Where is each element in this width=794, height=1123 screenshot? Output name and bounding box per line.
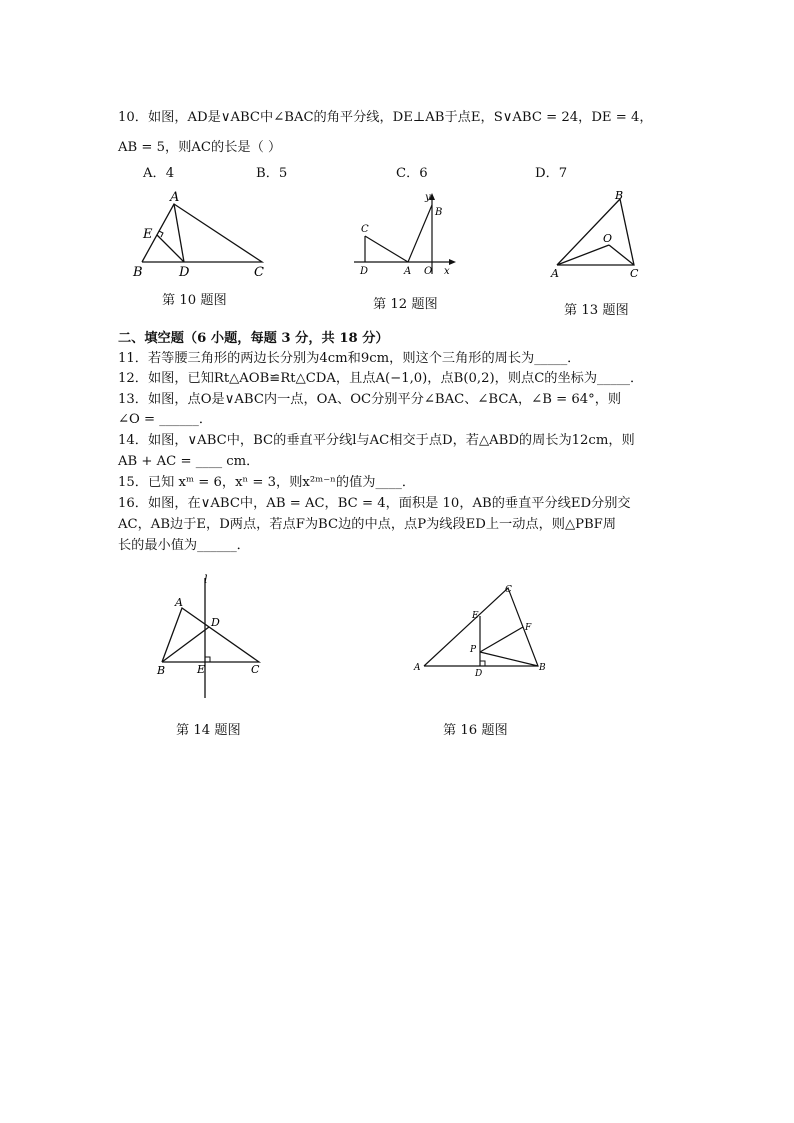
caption-fig10: 第 10 题图 [162, 293, 227, 308]
fig12-label-a: A [404, 266, 412, 277]
fig12-label-y: y [425, 192, 431, 203]
figure-14 [150, 570, 270, 700]
q15-text: 15．已知 xᵐ = 6，xⁿ = 3，则x²ᵐ⁻ⁿ的值为____． [118, 475, 416, 490]
fig13-label-a: A [551, 267, 559, 280]
fig13-segment-ao [557, 245, 609, 265]
q12-text: 12．如图，已知Rt△AOB≌Rt△CDA，且点A(−1,0)，点B(0,2)，则点C的坐标为_____． [118, 371, 644, 386]
q10-option-c: C．6 [396, 166, 428, 181]
q16-text-line3: 长的最小值为______． [118, 538, 250, 553]
fig14-label-l: l [204, 573, 208, 586]
fig16-right-angle-mark [480, 661, 485, 666]
fig12-label-o: O [424, 266, 433, 277]
fig10-triangle-abc [142, 204, 262, 262]
fig12-x-arrow [449, 259, 456, 265]
q10-stem-line1: 10．如图，AD是∨ABC中∠BAC的角平分线，DE⊥AB于点E，S∨ABC = 24，DE = 4， [118, 110, 653, 125]
fig12-label-b: B [435, 207, 443, 218]
q13-text-line2: ∠O = ______． [118, 412, 213, 427]
q10-option-a: A．4 [143, 166, 175, 181]
figure-13 [548, 188, 648, 283]
fig16-label-p: P [470, 645, 477, 655]
q10-stem-line2: AB = 5，则AC的长是（ ） [118, 140, 282, 155]
fig12-label-d: D [360, 266, 369, 277]
fig12-segment-ab [408, 205, 432, 262]
fig10-label-a: A [170, 190, 180, 205]
figure-12 [350, 188, 460, 278]
fig16-segment-pb [480, 652, 538, 666]
fig13-label-b: B [615, 189, 624, 202]
figure-16 [408, 580, 558, 685]
fig14-label-a: A [175, 596, 183, 609]
caption-fig13: 第 13 题图 [564, 303, 629, 318]
figure-10 [130, 190, 280, 280]
q16-text-line2: AC，AB边于E，D两点，若点F为BC边的中点，点P为线段ED上一动点，则△PBF周 [118, 517, 617, 532]
fig16-label-b: B [539, 663, 546, 673]
fig14-label-e: E [197, 663, 206, 676]
fig16-label-a: A [414, 663, 421, 673]
fig16-segment-pf [480, 627, 523, 652]
fig10-label-e: E [143, 227, 153, 242]
fig14-label-c: C [251, 663, 260, 676]
q11-text: 11．若等腰三角形的两边长分别为4cm和9cm，则这个三角形的周长为_____． [118, 351, 581, 366]
fig16-triangle-abc [424, 588, 538, 666]
caption-fig12: 第 12 题图 [373, 297, 438, 312]
fig16-label-f: F [525, 623, 532, 633]
q10-option-b: B．5 [256, 166, 288, 181]
fig12-label-x: x [444, 266, 450, 277]
q14-text-line2: AB + AC = ____ cm． [118, 454, 260, 469]
fig12-label-c: C [361, 224, 369, 235]
fig13-label-o: O [603, 232, 613, 245]
fig10-label-b: B [133, 265, 143, 280]
fig16-label-d: D [475, 669, 483, 679]
fig10-right-angle-mark [159, 231, 163, 237]
q14-text-line1: 14．如图，∨ABC中，BC的垂直平分线l与AC相交于点D，若△ABD的周长为12cm，则 [118, 433, 635, 448]
fig10-label-c: C [254, 265, 264, 280]
fig13-label-c: C [630, 267, 639, 280]
q10-option-d: D．7 [535, 166, 568, 181]
fig16-label-e: E [472, 611, 479, 621]
caption-fig16: 第 16 题图 [443, 723, 508, 738]
q13-text-line1: 13．如图，点O是∨ABC内一点，OA、OC分别平分∠BAC、∠BCA，∠B = 64°，则 [118, 392, 622, 407]
fig10-label-d: D [179, 265, 190, 280]
caption-fig14: 第 14 题图 [176, 723, 241, 738]
section2-heading: 二、填空题（6 小题，每题 3 分，共 18 分） [118, 331, 389, 346]
q16-text-line1: 16．如图，在∨ABC中，AB = AC，BC = 4，面积是 10，AB的垂直平分线ED分别交 [118, 496, 631, 511]
fig14-label-b: B [157, 664, 166, 677]
fig16-label-c: C [505, 585, 512, 595]
fig14-label-d: D [211, 616, 220, 629]
fig14-right-angle-mark [205, 657, 210, 662]
fig12-segment-ca [365, 236, 408, 262]
